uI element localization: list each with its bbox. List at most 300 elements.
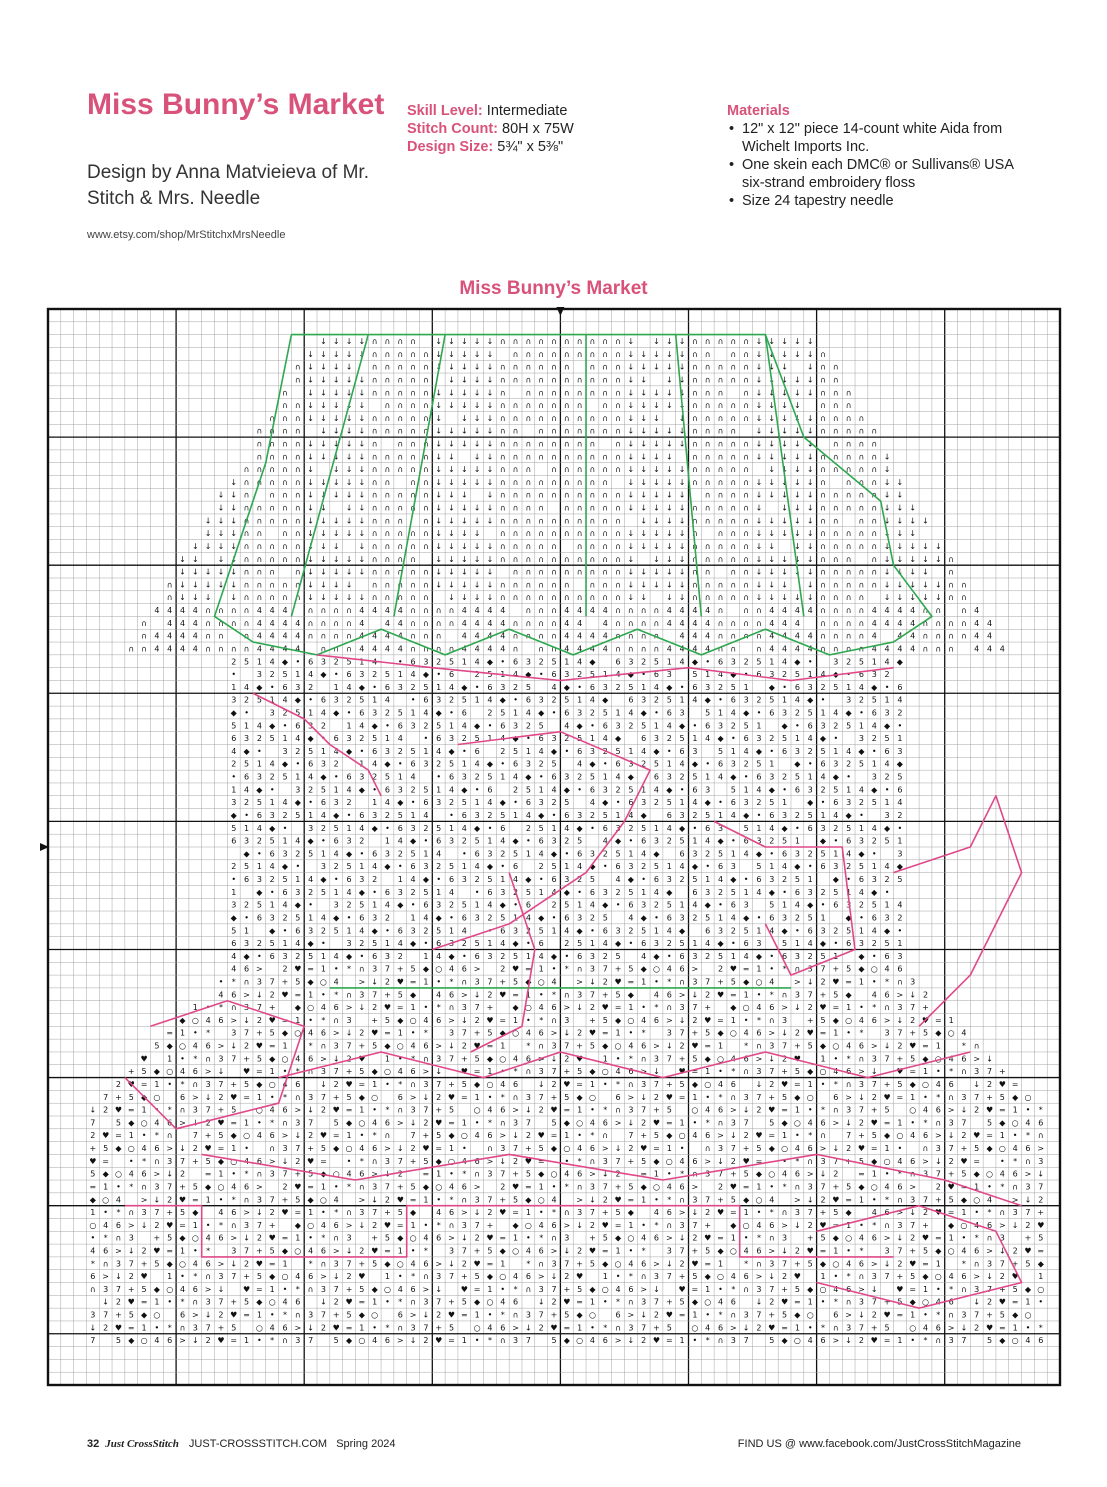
stitch-symbol: 4	[449, 785, 454, 794]
stitch-symbol: 3	[872, 670, 877, 679]
stitch-symbol: ∩	[397, 504, 403, 513]
stitch-symbol: ○	[589, 1093, 596, 1102]
stitch-symbol: *	[667, 1195, 671, 1204]
stitch-symbol: 2	[526, 1131, 531, 1140]
stitch-symbol: ↓	[435, 363, 442, 372]
stitch-symbol: ∩	[641, 606, 647, 615]
stitch-symbol: •	[564, 952, 569, 961]
stitch-symbol: •	[257, 952, 262, 961]
stitch-symbol: 3	[654, 939, 659, 948]
stitch-symbol: ↓	[192, 555, 199, 564]
stitch-symbol: 4	[180, 632, 185, 641]
stitch-symbol: 4	[769, 606, 774, 615]
stitch-symbol: +	[499, 978, 506, 987]
stitch-symbol: ♥	[243, 1285, 250, 1294]
stitch-symbol: ∩	[615, 593, 621, 602]
stitch-symbol: 1	[859, 978, 864, 987]
stitch-symbol: ∩	[525, 580, 531, 589]
stitch-symbol: ◆	[538, 913, 545, 922]
stitch-symbol: ↓	[679, 516, 686, 525]
stitch-symbol: ∩	[692, 350, 698, 359]
stitch-symbol: *	[437, 1221, 441, 1230]
stitch-symbol: 3	[551, 1259, 556, 1268]
stitch-symbol: ◆	[423, 875, 430, 884]
stitch-symbol: 2	[167, 1195, 172, 1204]
stitch-symbol: 5	[295, 811, 300, 820]
stitch-symbol: ◆	[794, 657, 801, 666]
stitch-symbol: ∩	[730, 632, 736, 641]
stitch-symbol: 4	[231, 747, 236, 756]
stitch-symbol: 4	[167, 632, 172, 641]
stitch-symbol: +	[679, 1272, 686, 1281]
stitch-symbol: ◆	[384, 760, 391, 769]
stitch-symbol: >	[230, 1234, 237, 1243]
stitch-symbol: *	[232, 978, 236, 987]
stitch-symbol: =	[820, 1247, 827, 1256]
stitch-symbol: >	[551, 1247, 558, 1256]
stitch-symbol: ○	[922, 1298, 929, 1307]
stitch-symbol: 2	[590, 811, 595, 820]
stitch-symbol: ∩	[244, 555, 250, 564]
stitch-symbol: 6	[705, 926, 710, 935]
stitch-symbol: •	[577, 785, 582, 794]
stitch-symbol: =	[499, 1234, 506, 1243]
stitch-symbol: 3	[308, 926, 313, 935]
stitch-symbol: ◆	[577, 1093, 584, 1102]
stitch-symbol: 1	[923, 1067, 928, 1076]
stitch-symbol: ◆	[372, 926, 379, 935]
stitch-symbol: ♥	[153, 1247, 160, 1256]
stitch-symbol: 5	[577, 939, 582, 948]
stitch-symbol: 6	[616, 862, 621, 871]
stitch-symbol: +	[282, 1195, 289, 1204]
stitch-symbol: •	[372, 1106, 377, 1115]
stitch-symbol: 5	[500, 709, 505, 718]
stitch-symbol: 4	[628, 709, 633, 718]
stitch-symbol: 2	[820, 785, 825, 794]
stitch-symbol: ∩	[807, 1157, 813, 1166]
stitch-symbol: ◆	[372, 721, 379, 730]
stitch-symbol: ∩	[180, 1106, 186, 1115]
stitch-symbol: ◆	[564, 1118, 571, 1127]
stitch-symbol: ↓	[909, 1208, 916, 1217]
stitch-symbol: ↓	[973, 1298, 980, 1307]
stitch-symbol: 5	[462, 696, 467, 705]
stitch-symbol: •	[385, 1298, 390, 1307]
stitch-symbol: 3	[820, 926, 825, 935]
stitch-symbol: 4	[667, 1182, 672, 1191]
stitch-symbol: ↓	[333, 401, 340, 410]
stitch-symbol: 2	[231, 657, 236, 666]
stitch-symbol: 3	[231, 1029, 236, 1038]
stitch-symbol: 6	[436, 1016, 441, 1025]
stitch-symbol: 2	[603, 1195, 608, 1204]
stitch-symbol: 4	[885, 1182, 890, 1191]
stitch-symbol: ↓	[346, 350, 353, 359]
stitch-symbol: 3	[833, 760, 838, 769]
stitch-symbol: ∩	[743, 491, 749, 500]
stitch-symbol: •	[411, 901, 416, 910]
stitch-symbol: ∩	[743, 465, 749, 474]
stitch-symbol: ↓	[653, 1067, 660, 1076]
stitch-symbol: 6	[513, 1298, 518, 1307]
stitch-symbol: 3	[398, 683, 403, 692]
stitch-symbol: •	[321, 1208, 326, 1217]
stitch-symbol: 4	[372, 606, 377, 615]
stitch-symbol: 1	[462, 657, 467, 666]
stitch-symbol: 6	[808, 824, 813, 833]
stitch-symbol: ↓	[448, 337, 455, 346]
stitch-symbol: •	[449, 709, 454, 718]
stitch-symbol: 4	[680, 644, 685, 653]
stitch-symbol: 7	[987, 1285, 992, 1294]
stitch-symbol: 4	[513, 773, 518, 782]
stitch-symbol: 7	[423, 1106, 428, 1115]
stitch-symbol: 7	[833, 1157, 838, 1166]
stitch-symbol: ↓	[179, 555, 186, 564]
stitch-symbol: •	[462, 952, 467, 961]
stitch-symbol: ∩	[846, 1298, 852, 1307]
stitch-symbol: 4	[193, 1042, 198, 1051]
stitch-symbol: 4	[487, 644, 492, 653]
stitch-symbol: 1	[385, 734, 390, 743]
stitch-symbol: *	[885, 978, 889, 987]
stitch-symbol: 1	[718, 1259, 723, 1268]
stitch-symbol: 2	[782, 1272, 787, 1281]
stitch-symbol: ↓	[192, 593, 199, 602]
stitch-symbol: *	[488, 1336, 492, 1345]
stitch-symbol: ↓	[474, 568, 481, 577]
stitch-symbol: ∩	[525, 555, 531, 564]
stitch-symbol: •	[552, 1182, 557, 1191]
stitch-symbol: ↓	[897, 1016, 904, 1025]
stitch-symbol: 6	[859, 875, 864, 884]
stitch-symbol: 7	[705, 978, 710, 987]
stitch-symbol: ∩	[218, 632, 224, 641]
stitch-symbol: ∩	[730, 1311, 736, 1320]
stitch-symbol: •	[833, 1054, 838, 1063]
stitch-symbol: *	[424, 1029, 428, 1038]
stitch-symbol: =	[192, 1195, 199, 1204]
stitch-symbol: 5	[346, 862, 351, 871]
stitch-symbol: 5	[667, 1323, 672, 1332]
stitch-symbol: ∩	[577, 375, 583, 384]
stitch-symbol: 3	[129, 1234, 134, 1243]
stitch-symbol: 4	[475, 632, 480, 641]
stitch-symbol: ◆	[487, 1054, 494, 1063]
stitch-symbol: ∩	[692, 414, 698, 423]
stitch-symbol: ◆	[782, 1118, 789, 1127]
stitch-symbol: 4	[359, 632, 364, 641]
stitch-symbol: +	[115, 1093, 122, 1102]
stitch-symbol: ∩	[205, 606, 211, 615]
stitch-symbol: 4	[180, 1067, 185, 1076]
stitch-symbol: 1	[295, 875, 300, 884]
stitch-symbol: 6	[295, 1298, 300, 1307]
stitch-symbol: ∩	[820, 619, 826, 628]
stitch-symbol: ↓	[333, 491, 340, 500]
stitch-symbol: ○	[1024, 1311, 1031, 1320]
stitch-symbol: ↓	[448, 1042, 455, 1051]
stitch-symbol: 3	[846, 901, 851, 910]
stitch-symbol: 4	[603, 939, 608, 948]
stitch-symbol: ○	[281, 1272, 288, 1281]
stitch-symbol: ♥	[755, 1131, 762, 1140]
stitch-symbol: 2	[795, 709, 800, 718]
stitch-symbol: +	[371, 1016, 378, 1025]
stitch-symbol: 4	[398, 837, 403, 846]
stitch-symbol: 2	[974, 1106, 979, 1115]
stitch-symbol: ∩	[282, 1118, 288, 1127]
stitch-symbol: 6	[628, 901, 633, 910]
stitch-symbol: 1	[308, 1208, 313, 1217]
stitch-symbol: 2	[462, 734, 467, 743]
stitch-symbol: ◆	[410, 837, 417, 846]
stitch-symbol: 4	[923, 1323, 928, 1332]
stitch-symbol: ↓	[333, 478, 340, 487]
stitch-symbol: 3	[641, 1080, 646, 1089]
stitch-symbol: 7	[308, 1118, 313, 1127]
stitch-symbol: 5	[744, 824, 749, 833]
stitch-symbol: 4	[193, 606, 198, 615]
stitch-symbol: 2	[769, 1298, 774, 1307]
stitch-symbol: ∩	[385, 555, 391, 564]
stitch-symbol: +	[986, 1311, 993, 1320]
stitch-symbol: 4	[782, 657, 787, 666]
stitch-symbol: 6	[218, 1234, 223, 1243]
stitch-symbol: ↓	[640, 350, 647, 359]
stitch-symbol: ↓	[487, 491, 494, 500]
stitch-symbol: ↓	[679, 491, 686, 500]
stitch-symbol: ◆	[231, 811, 238, 820]
stitch-symbol: ∩	[525, 529, 531, 538]
stitch-symbol: ↓	[333, 529, 340, 538]
stitch-symbol: 3	[744, 1311, 749, 1320]
stitch-symbol: ∩	[372, 491, 378, 500]
stitch-symbol: •	[1038, 1298, 1043, 1307]
stitch-symbol: 6	[193, 1285, 198, 1294]
stitch-symbol: 7	[859, 1323, 864, 1332]
stitch-symbol: ◆	[474, 1298, 481, 1307]
stitch-symbol: •	[552, 709, 557, 718]
stitch-symbol: 4	[270, 862, 275, 871]
stitch-symbol: ○	[755, 1195, 762, 1204]
stitch-symbol: ↓	[358, 427, 365, 436]
designer-link[interactable]: www.etsy.com/shop/MrStitchxMrsNeedle	[87, 229, 285, 241]
stitch-symbol: ◆	[538, 811, 545, 820]
stitch-symbol: 2	[987, 1298, 992, 1307]
stitch-symbol: ∩	[359, 965, 365, 974]
stitch-symbol: 7	[936, 1170, 941, 1179]
stitch-symbol: ∩	[256, 593, 262, 602]
stitch-symbol: ∩	[513, 593, 519, 602]
stitch-symbol: ∩	[244, 465, 250, 474]
stitch-symbol: ◆	[141, 1093, 148, 1102]
stitch-symbol: 4	[500, 837, 505, 846]
stitch-symbol: 4	[897, 619, 902, 628]
stitch-symbol: 5	[487, 1029, 492, 1038]
stitch-symbol: ↓	[230, 504, 237, 513]
stitch-symbol: ∩	[551, 350, 557, 359]
stitch-symbol: ◆	[653, 1157, 660, 1166]
stitch-symbol: ∩	[833, 555, 839, 564]
stitch-symbol: 4	[705, 606, 710, 615]
stitch-symbol: ↓	[371, 978, 378, 987]
stitch-symbol: 5	[321, 785, 326, 794]
stitch-symbol: ∩	[500, 491, 506, 500]
stitch-symbol: •	[795, 926, 800, 935]
stitch-symbol: =	[230, 1336, 237, 1345]
stitch-symbol: 3	[385, 747, 390, 756]
stitch-symbol: ♥	[140, 1272, 147, 1281]
stitch-symbol: 1	[859, 721, 864, 730]
stitch-symbol: 6	[411, 1067, 416, 1076]
stitch-symbol: 3	[398, 888, 403, 897]
stitch-symbol: •	[244, 1144, 249, 1153]
stitch-symbol: ♥	[1024, 1247, 1031, 1256]
stitch-symbol: 2	[872, 1093, 877, 1102]
stitch-symbol: ◆	[282, 1247, 289, 1256]
stitch-symbol: 5	[872, 901, 877, 910]
stitch-symbol: ↓	[320, 401, 327, 410]
stitch-symbol: +	[897, 1054, 904, 1063]
stitch-symbol: 7	[769, 1285, 774, 1294]
stitch-symbol: ○	[486, 1080, 493, 1089]
stitch-symbol: 2	[564, 1054, 569, 1063]
stitch-symbol: 1	[513, 811, 518, 820]
stitch-symbol: 4	[616, 773, 621, 782]
stitch-symbol: ↓	[679, 414, 686, 423]
stitch-symbol: ◆	[269, 1272, 276, 1281]
stitch-symbol: 4	[218, 1208, 223, 1217]
stitch-symbol: 4	[359, 721, 364, 730]
stitch-symbol: >	[448, 1234, 455, 1243]
stitch-symbol: ↓	[320, 542, 327, 551]
stitch-symbol: ∩	[282, 542, 288, 551]
stitch-symbol: 2	[346, 798, 351, 807]
stitch-symbol: 4	[795, 644, 800, 653]
stitch-symbol: 7	[654, 1298, 659, 1307]
stitch-symbol: =	[230, 1118, 237, 1127]
stitch-symbol: >	[346, 1003, 353, 1012]
stitch-symbol: ∩	[423, 375, 429, 384]
stitch-symbol: 7	[897, 1029, 902, 1038]
stitch-symbol: 3	[398, 785, 403, 794]
stitch-symbol: 4	[885, 644, 890, 653]
stitch-symbol: 1	[526, 849, 531, 858]
stitch-symbol: 4	[705, 837, 710, 846]
stitch-symbol: 2	[705, 849, 710, 858]
stitch-symbol: 4	[385, 696, 390, 705]
stitch-symbol: 4	[295, 734, 300, 743]
stitch-symbol: 2	[385, 709, 390, 718]
stitch-symbol: 4	[590, 1336, 595, 1345]
stitch-symbol: 2	[705, 952, 710, 961]
stitch-symbol: ↓	[461, 478, 468, 487]
stitch-symbol: 2	[692, 1016, 697, 1025]
stitch-symbol: 5	[436, 1131, 441, 1140]
stitch-symbol: •	[488, 926, 493, 935]
stitch-symbol: 6	[551, 670, 556, 679]
stitch-symbol: >	[141, 1195, 148, 1204]
stitch-symbol: 5	[346, 1093, 351, 1102]
stitch-symbol: 6	[308, 1054, 313, 1063]
stitch-symbol: 6	[680, 965, 685, 974]
stitch-symbol: ↓	[781, 491, 788, 500]
stitch-symbol: 1	[718, 1042, 723, 1051]
stitch-symbol: 2	[705, 1208, 710, 1217]
stitch-symbol: =	[397, 1221, 404, 1230]
stitch-symbol: 5	[539, 721, 544, 730]
stitch-symbol: 1	[462, 862, 467, 871]
stitch-symbol: 4	[282, 619, 287, 628]
stitch-symbol: 6	[513, 1080, 518, 1089]
stitch-symbol: ∩	[820, 388, 826, 397]
stitch-symbol: ♥	[781, 1080, 788, 1089]
stitch-symbol: 1	[270, 901, 275, 910]
stitch-symbol: ○	[525, 1003, 532, 1012]
stitch-symbol: 4	[769, 619, 774, 628]
stitch-symbol: 3	[334, 1042, 339, 1051]
stitch-symbol: ◆	[922, 1054, 929, 1063]
stitch-symbol: >	[871, 1259, 878, 1268]
stitch-symbol: ∩	[590, 529, 596, 538]
stitch-symbol: ↓	[768, 593, 775, 602]
stitch-symbol: ◆	[1012, 1311, 1019, 1320]
stitch-symbol: 2	[680, 875, 685, 884]
stitch-symbol: 3	[897, 952, 902, 961]
stitch-symbol: ↓	[794, 388, 801, 397]
stitch-symbol: 5	[154, 1042, 159, 1051]
stitch-symbol: ∩	[820, 491, 826, 500]
stitch-symbol: ◆	[807, 901, 814, 910]
stitch-symbol: ∩	[513, 427, 519, 436]
stitch-symbol: 7	[897, 1247, 902, 1256]
stitch-symbol: ∩	[923, 632, 929, 641]
stitch-symbol: •	[936, 1067, 941, 1076]
stitch-symbol: ↓	[756, 529, 763, 538]
stitch-symbol: 2	[487, 913, 492, 922]
stitch-symbol: ∩	[513, 414, 519, 423]
stitch-symbol: 3	[808, 1182, 813, 1191]
stitch-symbol: 1	[731, 747, 736, 756]
stitch-symbol: +	[1012, 1259, 1019, 1268]
stitch-symbol: 3	[346, 837, 351, 846]
stitch-symbol: 4	[897, 696, 902, 705]
stitch-symbol: 4	[500, 734, 505, 743]
stitch-symbol: 1	[680, 1336, 685, 1345]
stitch-symbol: 4	[257, 632, 262, 641]
stitch-symbol: 2	[346, 1054, 351, 1063]
stitch-symbol: 3	[270, 709, 275, 718]
stitch-symbol: 6	[206, 1042, 211, 1051]
stitch-symbol: ○	[820, 1067, 827, 1076]
stitch-symbol: *	[872, 1003, 876, 1012]
stitch-symbol: ↓	[461, 580, 468, 589]
stitch-symbol: 2	[346, 901, 351, 910]
stitch-symbol: 6	[282, 888, 287, 897]
stitch-symbol: •	[693, 1336, 698, 1345]
stitch-symbol: 6	[539, 1247, 544, 1256]
stitch-symbol: 4	[808, 1118, 813, 1127]
stitch-symbol: 3	[654, 734, 659, 743]
spec-design-size: Design Size: 5¾" x 5⅜"	[407, 138, 574, 156]
stitch-symbol: ♥	[461, 1285, 468, 1294]
stitch-symbol: 5	[628, 683, 633, 692]
stitch-symbol: 4	[500, 632, 505, 641]
stitch-symbol: 3	[551, 837, 556, 846]
stitch-symbol: 5	[423, 785, 428, 794]
